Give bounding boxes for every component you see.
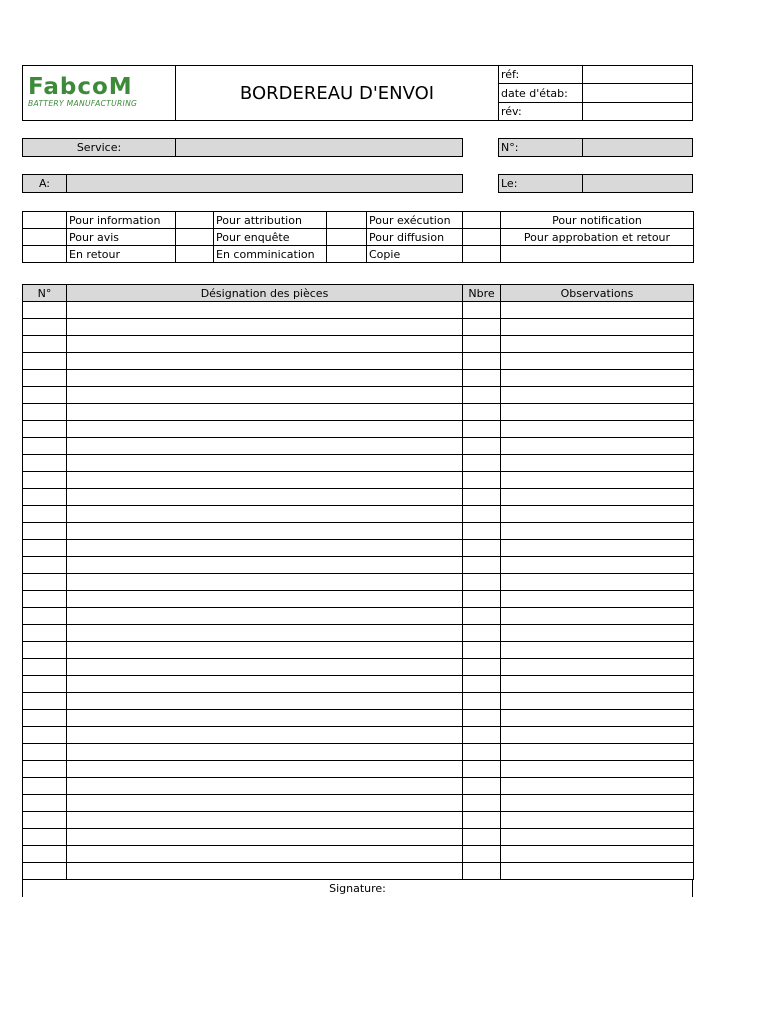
- row-designation-cell[interactable]: [67, 693, 463, 710]
- row-observations-cell[interactable]: [501, 472, 694, 489]
- purpose-label: Copie: [367, 246, 463, 263]
- table-row: [23, 659, 694, 676]
- date-label: Le:: [498, 174, 583, 193]
- table-row: [23, 778, 694, 795]
- row-designation-cell[interactable]: [67, 319, 463, 336]
- row-count-cell[interactable]: [463, 404, 501, 421]
- row-count-cell[interactable]: [463, 557, 501, 574]
- row-number-cell[interactable]: [23, 727, 67, 744]
- row-number-cell[interactable]: [23, 557, 67, 574]
- service-label: Service:: [22, 138, 176, 157]
- purpose-row: [23, 229, 694, 246]
- row-number-cell[interactable]: [23, 846, 67, 863]
- row-observations-cell[interactable]: [501, 336, 694, 353]
- purpose-checkbox[interactable]: [23, 246, 67, 263]
- row-observations-cell[interactable]: [501, 625, 694, 642]
- table-row: [23, 302, 694, 319]
- row-number-cell[interactable]: [23, 370, 67, 387]
- table-row: [23, 523, 694, 540]
- purpose-checkbox[interactable]: [327, 212, 367, 229]
- row-designation-cell[interactable]: [67, 421, 463, 438]
- row-designation-cell[interactable]: [67, 472, 463, 489]
- row-observations-cell[interactable]: [501, 523, 694, 540]
- row-designation-cell[interactable]: [67, 523, 463, 540]
- row-count-cell[interactable]: [463, 489, 501, 506]
- row-count-cell[interactable]: [463, 472, 501, 489]
- table-row: [23, 472, 694, 489]
- row-count-cell[interactable]: [463, 642, 501, 659]
- row-count-cell[interactable]: [463, 812, 501, 829]
- row-designation-cell[interactable]: [67, 676, 463, 693]
- row-number-cell[interactable]: [23, 336, 67, 353]
- row-observations-cell[interactable]: [501, 744, 694, 761]
- table-row: [23, 829, 694, 846]
- row-number-cell[interactable]: [23, 625, 67, 642]
- row-observations-cell[interactable]: [501, 591, 694, 608]
- rev-label: rév:: [501, 105, 522, 118]
- row-designation-cell[interactable]: [67, 846, 463, 863]
- row-number-cell[interactable]: [23, 353, 67, 370]
- row-number-cell[interactable]: [23, 523, 67, 540]
- row-observations-cell[interactable]: [501, 319, 694, 336]
- purpose-checkbox[interactable]: [176, 212, 214, 229]
- recipient-field[interactable]: [66, 174, 463, 193]
- row-number-cell[interactable]: [23, 829, 67, 846]
- row-designation-cell[interactable]: [67, 302, 463, 319]
- row-observations-cell[interactable]: [501, 302, 694, 319]
- date-etab-label: date d'étab:: [501, 86, 568, 100]
- row-designation-cell[interactable]: [67, 625, 463, 642]
- table-row: [23, 455, 694, 472]
- row-observations-cell[interactable]: [501, 387, 694, 404]
- items-body: [23, 302, 694, 880]
- column-header-observations: Observations: [501, 285, 694, 302]
- table-row: [23, 676, 694, 693]
- purpose-label: Pour avis: [67, 229, 176, 246]
- row-count-cell[interactable]: [463, 370, 501, 387]
- ref-label: réf:: [501, 68, 520, 81]
- row-designation-cell[interactable]: [67, 863, 463, 880]
- row-number-cell[interactable]: [23, 693, 67, 710]
- table-row: [23, 846, 694, 863]
- table-row: [23, 387, 694, 404]
- row-designation-cell[interactable]: [67, 829, 463, 846]
- row-observations-cell[interactable]: [501, 795, 694, 812]
- row-number-cell[interactable]: [23, 608, 67, 625]
- row-designation-cell[interactable]: [67, 608, 463, 625]
- column-header-number: N°: [23, 285, 67, 302]
- table-row: [23, 421, 694, 438]
- table-row: [23, 370, 694, 387]
- purpose-checkbox[interactable]: [176, 246, 214, 263]
- row-number-cell[interactable]: [23, 387, 67, 404]
- row-observations-cell[interactable]: [501, 353, 694, 370]
- row-designation-cell[interactable]: [67, 387, 463, 404]
- row-observations-cell[interactable]: [501, 438, 694, 455]
- row-designation-cell[interactable]: [67, 455, 463, 472]
- signature-area: [22, 879, 693, 897]
- rev-value-field[interactable]: [583, 103, 692, 120]
- purpose-label: Pour notification: [501, 212, 694, 229]
- row-number-cell[interactable]: [23, 761, 67, 778]
- row-designation-cell[interactable]: [67, 438, 463, 455]
- date-field[interactable]: [582, 174, 693, 193]
- row-observations-cell[interactable]: [501, 676, 694, 693]
- row-observations-cell[interactable]: [501, 642, 694, 659]
- table-row: [23, 591, 694, 608]
- table-row: [23, 863, 694, 880]
- row-count-cell[interactable]: [463, 523, 501, 540]
- table-row: [23, 642, 694, 659]
- table-row: [23, 744, 694, 761]
- table-row: [23, 812, 694, 829]
- row-count-cell[interactable]: [463, 506, 501, 523]
- table-row: [23, 506, 694, 523]
- row-observations-cell[interactable]: [501, 727, 694, 744]
- row-count-cell[interactable]: [463, 795, 501, 812]
- row-count-cell[interactable]: [463, 319, 501, 336]
- table-row: [23, 761, 694, 778]
- table-row: [23, 336, 694, 353]
- purpose-label: Pour information: [67, 212, 176, 229]
- purpose-label: En retour: [67, 246, 176, 263]
- row-designation-cell[interactable]: [67, 557, 463, 574]
- row-number-cell[interactable]: [23, 744, 67, 761]
- purpose-checklist: [22, 211, 694, 263]
- row-observations-cell[interactable]: [501, 778, 694, 795]
- row-count-cell[interactable]: [463, 829, 501, 846]
- row-count-cell[interactable]: [463, 625, 501, 642]
- purpose-checkbox[interactable]: [327, 246, 367, 263]
- row-observations-cell[interactable]: [501, 829, 694, 846]
- row-designation-cell[interactable]: [67, 591, 463, 608]
- row-observations-cell[interactable]: [501, 540, 694, 557]
- row-number-cell[interactable]: [23, 710, 67, 727]
- row-count-cell[interactable]: [463, 659, 501, 676]
- number-field[interactable]: [582, 138, 693, 157]
- table-row: [23, 404, 694, 421]
- row-designation-cell[interactable]: [67, 710, 463, 727]
- row-number-cell[interactable]: [23, 659, 67, 676]
- row-number-cell[interactable]: [23, 506, 67, 523]
- signature-label: Signature:: [329, 881, 386, 895]
- row-count-cell[interactable]: [463, 761, 501, 778]
- row-observations-cell[interactable]: [501, 693, 694, 710]
- row-count-cell[interactable]: [463, 591, 501, 608]
- row-number-cell[interactable]: [23, 795, 67, 812]
- row-count-cell[interactable]: [463, 693, 501, 710]
- ref-value-field[interactable]: [583, 66, 692, 83]
- row-observations-cell[interactable]: [501, 846, 694, 863]
- column-header-designation: Désignation des pièces: [67, 285, 463, 302]
- purpose-checkbox[interactable]: [23, 212, 67, 229]
- logo-subtitle: BATTERY MANUFACTURING: [28, 99, 138, 108]
- row-number-cell[interactable]: [23, 574, 67, 591]
- table-row: [23, 438, 694, 455]
- row-count-cell[interactable]: [463, 863, 501, 880]
- number-label: N°:: [498, 138, 583, 157]
- row-designation-cell[interactable]: [67, 778, 463, 795]
- company-logo: [28, 76, 168, 110]
- purpose-checkbox[interactable]: [463, 212, 501, 229]
- row-designation-cell[interactable]: [67, 642, 463, 659]
- row-designation-cell[interactable]: [67, 336, 463, 353]
- row-count-cell[interactable]: [463, 846, 501, 863]
- table-row: [23, 795, 694, 812]
- table-row: [23, 353, 694, 370]
- row-number-cell[interactable]: [23, 438, 67, 455]
- row-designation-cell[interactable]: [67, 812, 463, 829]
- row-number-cell[interactable]: [23, 676, 67, 693]
- row-observations-cell[interactable]: [501, 455, 694, 472]
- row-observations-cell[interactable]: [501, 421, 694, 438]
- row-count-cell[interactable]: [463, 778, 501, 795]
- purpose-label: Pour attribution: [214, 212, 327, 229]
- row-count-cell[interactable]: [463, 353, 501, 370]
- row-count-cell[interactable]: [463, 540, 501, 557]
- column-header-count: Nbre: [463, 285, 501, 302]
- row-number-cell[interactable]: [23, 642, 67, 659]
- table-row: [23, 489, 694, 506]
- row-count-cell[interactable]: [463, 302, 501, 319]
- document-title: BORDEREAU D'ENVOI: [239, 82, 435, 104]
- row-designation-cell[interactable]: [67, 506, 463, 523]
- purpose-label: En comminication: [214, 246, 327, 263]
- row-observations-cell[interactable]: [501, 489, 694, 506]
- row-count-cell[interactable]: [463, 455, 501, 472]
- purpose-checkbox[interactable]: [23, 229, 67, 246]
- row-designation-cell[interactable]: [67, 404, 463, 421]
- row-observations-cell[interactable]: [501, 608, 694, 625]
- row-designation-cell[interactable]: [67, 370, 463, 387]
- recipient-label: A:: [22, 174, 67, 193]
- row-designation-cell[interactable]: [67, 489, 463, 506]
- row-count-cell[interactable]: [463, 710, 501, 727]
- row-observations-cell[interactable]: [501, 812, 694, 829]
- logo-wordmark: FabcoM: [28, 74, 133, 100]
- row-count-cell[interactable]: [463, 574, 501, 591]
- table-row: [23, 727, 694, 744]
- purpose-row: [23, 246, 694, 263]
- row-observations-cell[interactable]: [501, 659, 694, 676]
- row-number-cell[interactable]: [23, 812, 67, 829]
- items-table: [22, 284, 694, 880]
- row-number-cell[interactable]: [23, 591, 67, 608]
- table-row: [23, 540, 694, 557]
- row-number-cell[interactable]: [23, 455, 67, 472]
- purpose-checkbox[interactable]: [463, 246, 501, 263]
- row-designation-cell[interactable]: [67, 574, 463, 591]
- table-row: [23, 693, 694, 710]
- row-observations-cell[interactable]: [501, 370, 694, 387]
- purpose-checkbox[interactable]: [176, 229, 214, 246]
- row-number-cell[interactable]: [23, 489, 67, 506]
- row-number-cell[interactable]: [23, 472, 67, 489]
- row-observations-cell[interactable]: [501, 710, 694, 727]
- row-count-cell[interactable]: [463, 438, 501, 455]
- purpose-label: Pour diffusion: [367, 229, 463, 246]
- table-row: [23, 608, 694, 625]
- purpose-label: [501, 246, 694, 263]
- row-designation-cell[interactable]: [67, 795, 463, 812]
- row-designation-cell[interactable]: [67, 353, 463, 370]
- row-count-cell[interactable]: [463, 744, 501, 761]
- row-designation-cell[interactable]: [67, 761, 463, 778]
- row-count-cell[interactable]: [463, 387, 501, 404]
- row-designation-cell[interactable]: [67, 540, 463, 557]
- purpose-label: Pour enquête: [214, 229, 327, 246]
- row-observations-cell[interactable]: [501, 506, 694, 523]
- table-row: [23, 557, 694, 574]
- row-observations-cell[interactable]: [501, 404, 694, 421]
- row-count-cell[interactable]: [463, 676, 501, 693]
- row-observations-cell[interactable]: [501, 574, 694, 591]
- row-number-cell[interactable]: [23, 302, 67, 319]
- table-row: [23, 625, 694, 642]
- purpose-checkbox[interactable]: [327, 229, 367, 246]
- row-number-cell[interactable]: [23, 319, 67, 336]
- table-row: [23, 574, 694, 591]
- table-row: [23, 319, 694, 336]
- row-observations-cell[interactable]: [501, 761, 694, 778]
- row-count-cell[interactable]: [463, 608, 501, 625]
- row-number-cell[interactable]: [23, 778, 67, 795]
- purpose-label: Pour exécution: [367, 212, 463, 229]
- row-designation-cell[interactable]: [67, 659, 463, 676]
- row-number-cell[interactable]: [23, 540, 67, 557]
- row-count-cell[interactable]: [463, 421, 501, 438]
- row-designation-cell[interactable]: [67, 727, 463, 744]
- row-count-cell[interactable]: [463, 727, 501, 744]
- row-number-cell[interactable]: [23, 404, 67, 421]
- row-number-cell[interactable]: [23, 421, 67, 438]
- row-observations-cell[interactable]: [501, 557, 694, 574]
- date-etab-value-field[interactable]: [583, 84, 692, 102]
- purpose-label: Pour approbation et retour: [501, 229, 694, 246]
- row-designation-cell[interactable]: [67, 744, 463, 761]
- service-field[interactable]: [175, 138, 463, 157]
- items-header-row: [23, 285, 694, 302]
- row-count-cell[interactable]: [463, 336, 501, 353]
- purpose-checkbox[interactable]: [463, 229, 501, 246]
- row-number-cell[interactable]: [23, 863, 67, 880]
- row-observations-cell[interactable]: [501, 863, 694, 880]
- purpose-row: [23, 212, 694, 229]
- table-row: [23, 710, 694, 727]
